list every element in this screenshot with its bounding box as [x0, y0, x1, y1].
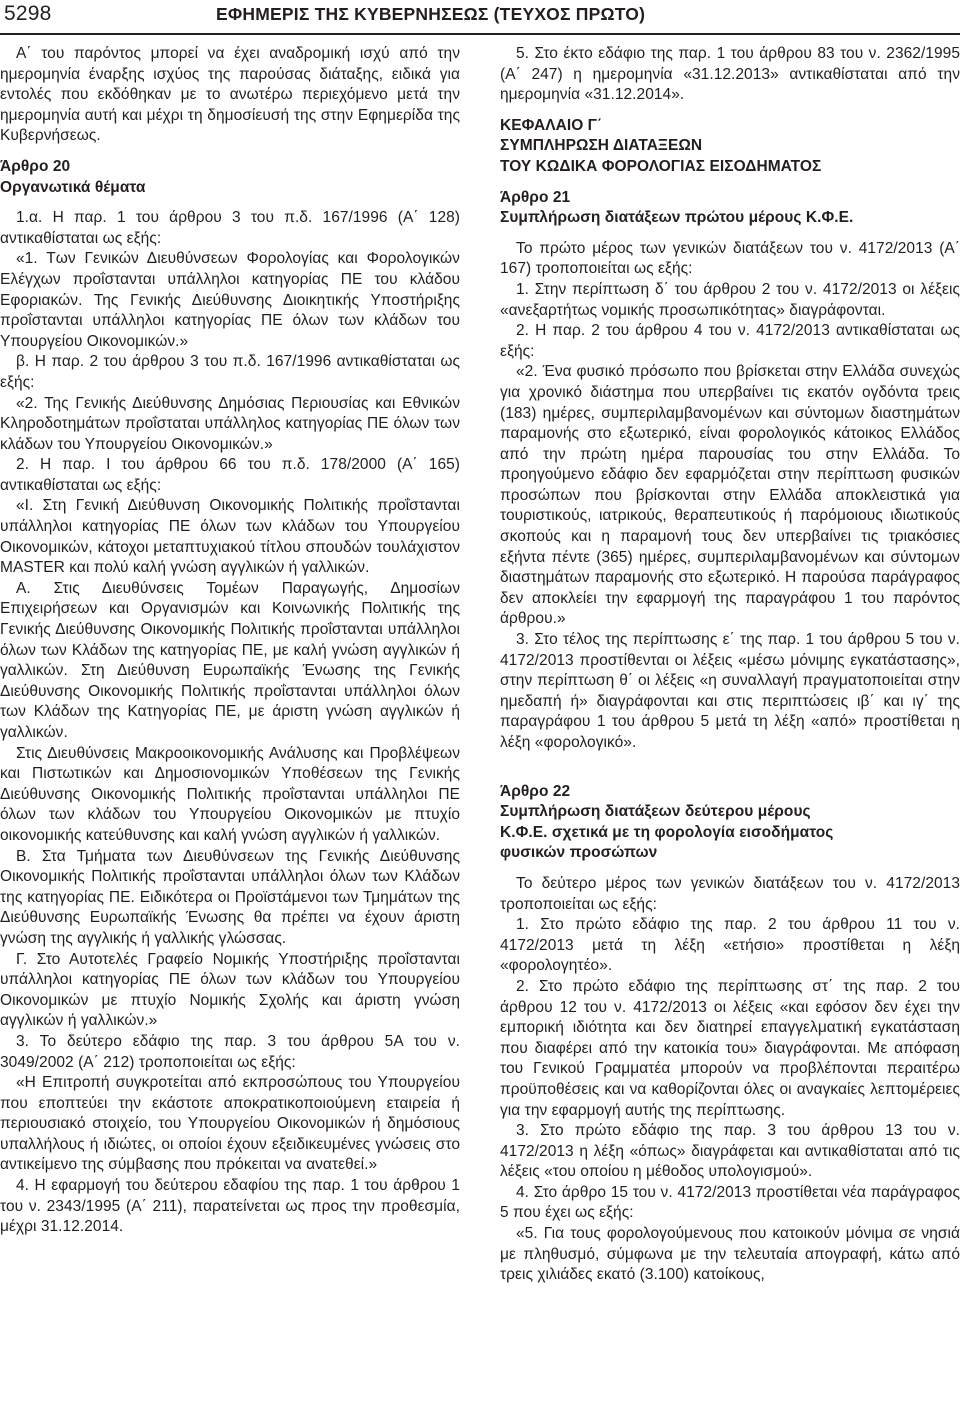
paragraph: «2. Της Γενικής Διεύθυνσης Δημόσιας Περιουσίας και Εθνικών Κληροδοτημάτων προΐσταται υπάλληλος κατηγορίας ΠΕ όλων των κλάδων του Υπουργείου Οικονομικών.»	[0, 394, 460, 453]
paragraph: «1. Των Γενικών Διευθύνσεων Φορολογίας και Φορολογικών Ελέγχων προΐστανται υπάλληλοι κατηγορίας ΠΕ του κλάδου Εφοριακών. Της Γενικής Διεύθυνσης Διοικητικής Υποστήριξης προΐστανται υπάλληλοι κατηγορίας ΠΕ όλων των κλάδων του Υπουργείου Οικονομικών.»	[0, 250, 460, 350]
paragraph: Στις Διευθύνσεις Μακροοικονομικής Ανάλυσης και Προβλέψεων και Πιστωτικών και Δημοσιονομικών Υποθέσεων της Γενικής Διεύθυνσης Οικονομικής Πολιτικής προΐστανται υπάλληλοι ΠΕ όλων των κλάδων του Υπουργείου Οικονομικών με πτυχίο οικονομικής κατεύθυνσης και καλή γνώση αγγλικών ή γαλλικών.	[0, 744, 460, 844]
article-21-title: Άρθρο 21	[500, 188, 571, 206]
paragraph: 3. Στο πρώτο εδάφιο της παρ. 3 του άρθρου 13 του ν. 4172/2013 η λέξη «όπως» διαγράφεται και αντικαθίσταται από τις λέξεις «του οποίου η μέθοδος υπολογισμού».	[500, 1122, 960, 1181]
paragraph: 2. Η παρ. Ι του άρθρου 66 του π.δ. 178/2000 (Α΄ 165) αντικαθίσταται ως εξής:	[0, 456, 460, 494]
article-20-title: Άρθρο 20	[0, 157, 71, 175]
paragraph: Α. Στις Διευθύνσεις Τομέων Παραγωγής, Δημοσίων Επιχειρήσεων και Οργανισμών και Κοινωνικής Πολιτικής της Γενικής Διεύθυνσης Οικονομικής Πολιτικής προΐστανται υπάλληλοι όλων των Κλάδων της κατηγορίας ΠΕ, με καλή γνώση αγγλικών ή γαλλικών. Στη Διεύθυνση Ευρωπαϊκής Ένωσης της Γενικής Διεύθυνσης Οικονομικής Πολιτικής προΐστανται υπάλληλοι όλων των Κλάδων της Κατηγορίας ΠΕ, με άριστη γνώση αγγλικών ή γαλλικών.	[0, 579, 460, 741]
paragraph: Το δεύτερο μέρος των γενικών διατάξεων του ν. 4172/2013 τροποποιείται ως εξής:	[500, 874, 960, 913]
paragraph: Α΄ του παρόντος μπορεί να έχει αναδρομική ισχύ από την ημερομηνία έναρξης ισχύος της παρούσας διάταξης, ειδικά για εντολές που εκδόθηκαν με το ανωτέρω περιεχόμενο μετά την ημερομηνία αυτή και μέχρι τη δημοσίευσή της στην Εφημερίδα της Κυβερνήσεως.	[0, 45, 460, 145]
paragraph: Β. Στα Τμήματα των Διευθύνσεων της Γενικής Διεύθυνσης Οικονομικής Πολιτικής προΐστανται υπάλληλοι όλων των Κλάδων της κατηγορίας ΠΕ. Ειδικότερα οι Προϊστάμενοι των Τμημάτων της Διεύθυνσης Ευρωπαϊκής Ένωσης θα πρέπει να έχουν άριστη γνώση της αγγλικής ή γαλλικής γλώσσας.	[0, 847, 460, 947]
paragraph: 1.α. Η παρ. 1 του άρθρου 3 του π.δ. 167/1996 (Α΄ 128) αντικαθίσταται ως εξής:	[0, 209, 460, 247]
paragraph: 4. Η εφαρμογή του δεύτερου εδαφίου της παρ. 1 του άρθρου 1 του ν. 2343/1995 (Α΄ 211), παρατείνεται ως προς την προθεσμία, μέχρι 31.12.2014.	[0, 1177, 460, 1236]
article-22-title: Άρθρο 22	[500, 782, 571, 800]
article-22-subtitle: Κ.Φ.Ε. σχετικά με τη φορολογία εισοδήματος	[500, 823, 834, 841]
header-divider	[0, 33, 960, 35]
paragraph: «2. Ένα φυσικό πρόσωπο που βρίσκεται στην Ελλάδα συνεχώς για χρονικό διάστημα που υπερβαίνει τις εκατόν ογδόντα τρεις (183) ημέρες, συμπεριλαμβανομένων και σύντομων διαστημάτων παραμονής στο εξωτερικό, είναι φορολογικός κάτοικος Ελλάδος από την πρώτη ημέρα παρουσίας του στην Ελλάδα. Το προηγούμενο εδάφιο δεν εφαρμόζεται στην περίπτωση φυσικών προσώπων που βρίσκονται στην Ελλάδα αποκλειστικά για τουριστικούς, ιατρικούς, θεραπευτικούς ή παρόμοιους ιδιωτικούς σκοπούς και η παραμονή τους δεν υπερβαίνει τις τριακόσιες εξήντα πέντε (365) ημέρες, συμπεριλαμβανομένων και σύντομων διαστημάτων παραμονής στο εξωτερικό. Η παρούσα παράγραφος δεν αποκλείει την εφαρμογή της παραγράφου 1 του παρόντος άρθρου.»	[500, 363, 960, 628]
paragraph: 5. Στο έκτο εδάφιο της παρ. 1 του άρθρου 83 του ν. 2362/1995 (Α΄ 247) η ημερομηνία «31.12.2013» αντικαθίσταται από την ημερομηνία «31.12.2014».	[500, 45, 960, 104]
paragraph: 1. Στο πρώτο εδάφιο της παρ. 2 του άρθρου 11 του ν. 4172/2013 μετά τη λέξη «ετήσιο» προστίθεται η λέξη «φορολογητέο».	[500, 916, 960, 975]
paragraph: 3. Στο τέλος της περίπτωσης ε΄ της παρ. 1 του άρθρου 5 του ν. 4172/2013 προστίθενται οι λέξεις «μέσω μόνιμης εγκατάστασης», στην περίπτωση θ΄ οι λέξεις «η συναλλαγή πραγματοποιείται στην ημεδαπή ή» διαγράφονται και στις περιπτώσεις ιβ΄ και ιγ΄ της παραγράφου 1 του άρθρου 5 μετά τη λέξη «από» προστίθεται η λέξη «φορολογικό».	[500, 631, 960, 751]
paragraph: Το πρώτο μέρος των γενικών διατάξεων του ν. 4172/2013 (Α΄ 167) τροποποιείται ως εξής:	[500, 239, 960, 278]
paragraph: 2. Η παρ. 2 του άρθρου 4 του ν. 4172/2013 αντικαθίσταται ως εξής:	[500, 322, 960, 360]
paragraph: 1. Στην περίπτωση δ΄ του άρθρου 2 του ν. 4172/2013 οι λέξεις «ανεξαρτήτως νομικής προσωπικότητας» διαγράφονται.	[500, 280, 960, 319]
paragraph: «5. Για τους φορολογούμενους που κατοικούν μόνιμα σε νησιά με πληθυσμό, σύμφωνα με την τελευταία απογραφή, κάτω από τρεις χιλιάδες εκατό (3.100) κατοίκους,	[500, 1225, 960, 1284]
gazette-title: ΕΦΗΜΕΡΙΣ ΤΗΣ ΚΥΒΕΡΝΗΣΕΩΣ (ΤΕΥΧΟΣ ΠΡΩΤΟ)	[216, 4, 646, 24]
article-22-subtitle: Συμπλήρωση διατάξεων δεύτερου μέρους	[500, 803, 811, 821]
right-column	[500, 44, 960, 1286]
paragraph: Γ. Στο Αυτοτελές Γραφείο Νομικής Υποστήριξης προΐστανται υπάλληλοι κατηγορίας ΠΕ όλων των κλάδων του Υπουργείου Οικονομικών με πτυχίο Νομικής Σχολής και άριστη γνώση αγγλικών ή γαλλικών.»	[0, 950, 460, 1030]
paragraph: «Η Επιτροπή συγκροτείται από εκπροσώπους του Υπουργείου που εποπτεύει την εκάστοτε αποκρατικοποιούμενη εταιρεία ή περιουσιακό στοιχείο, του Υπουργείου Οικονομικών ή δημόσιους υπαλλήλους ή ιδιώτες, οι οποίοι έχουν εξειδικευμένες γνώσεις στο αντικείμενο της σύμβασης που πρόκειται να ανατεθεί.»	[0, 1074, 460, 1174]
chapter-heading: ΣΥΜΠΛΗΡΩΣΗ ΔΙΑΤΑΞΕΩΝ	[500, 137, 703, 155]
article-21-subtitle: Συμπλήρωση διατάξεων πρώτου μέρους Κ.Φ.Ε.	[500, 209, 854, 227]
paragraph: «Ι. Στη Γενική Διεύθυνση Οικονομικής Πολιτικής προΐστανται υπάλληλοι κατηγορίας ΠΕ όλων των κλάδων του Υπουργείου Οικονομικών, κάτοχοι μεταπτυχιακού τίτλου σπουδών τουλάχιστον MASTER και πολύ καλή γνώση αγγλικών ή γαλλικών.	[0, 497, 460, 577]
paragraph: β. Η παρ. 2 του άρθρου 3 του π.δ. 167/1996 αντικαθίσταται ως εξής:	[0, 353, 460, 391]
chapter-heading: ΚΕΦΑΛΑΙΟ Γ΄	[500, 116, 603, 134]
paragraph: 3. Το δεύτερο εδάφιο της παρ. 3 του άρθρου 5Α του ν. 3049/2002 (Α΄ 212) τροποποιείται ως εξής:	[0, 1032, 460, 1071]
paragraph: 2. Στο πρώτο εδάφιο της περίπτωσης στ΄ της παρ. 2 του άρθρου 12 του ν. 4172/2013 οι λέξεις «και εφόσον δεν έχει την εμπορική ιδιότητα και δεν διατηρεί επαγγελματική εγκατάσταση που διαφέρει από την κατοικία του» διαγράφονται. Με απόφαση του Γενικού Γραμματέα μπορούν να προβλέπονται περαιτέρω προϋποθέσεις και να καθορίζονται όλες οι αναγκαίες λεπτομέρειες για την εφαρμογή αυτής της περίπτωσης.	[500, 977, 960, 1119]
chapter-heading: ΤΟΥ ΚΩΔΙΚΑ ΦΟΡΟΛΟΓΙΑΣ ΕΙΣΟΔΗΜΑΤΟΣ	[500, 157, 822, 175]
page-number: 5298	[4, 2, 52, 25]
article-20-subtitle: Οργανωτικά θέματα	[0, 178, 146, 196]
left-column	[0, 44, 460, 1238]
paragraph: 4. Στο άρθρο 15 του ν. 4172/2013 προστίθεται νέα παράγραφος 5 που έχει ως εξής:	[500, 1183, 960, 1222]
article-22-subtitle: φυσικών προσώπων	[500, 844, 658, 862]
page-header	[0, 0, 960, 36]
